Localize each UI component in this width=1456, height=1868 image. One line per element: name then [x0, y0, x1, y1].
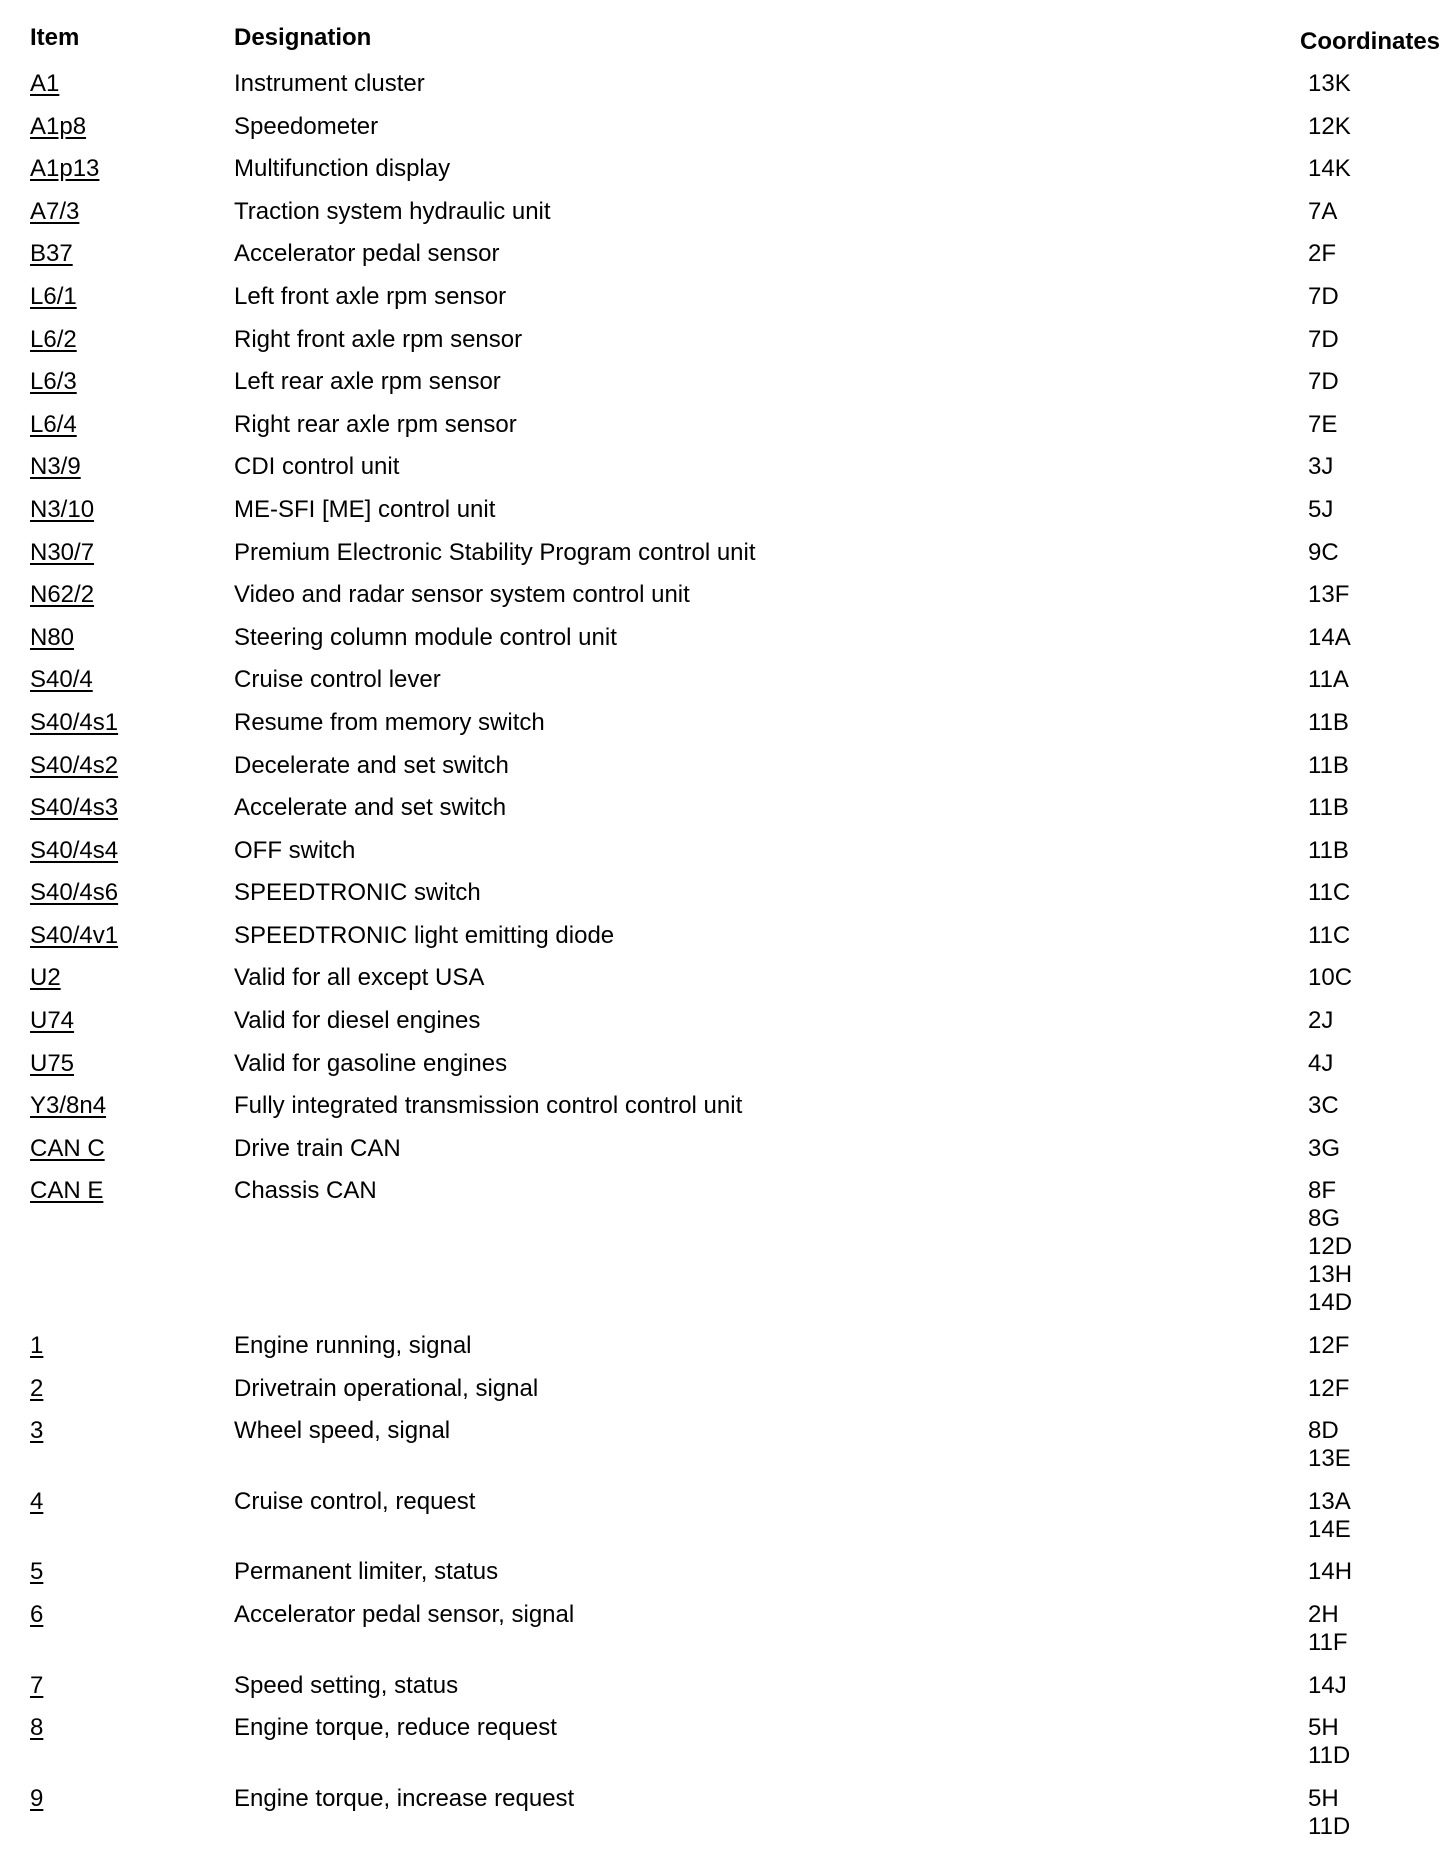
coordinate-value: 12F: [1308, 1332, 1350, 1360]
item-link[interactable]: U74: [30, 1007, 75, 1035]
item-link[interactable]: S40/4: [30, 666, 93, 694]
coordinate-value: 11B: [1308, 751, 1349, 779]
coordinates-cell: [1308, 752, 1349, 780]
table-row: [30, 1417, 1448, 1488]
coordinates-cell: [1308, 879, 1350, 907]
designation-text: OFF switch: [234, 836, 356, 864]
designation-text: Right front axle rpm sensor: [234, 325, 523, 353]
coordinate-value: 14J: [1308, 1671, 1347, 1699]
table-row: [30, 752, 1448, 795]
item-link[interactable]: S40/4s6: [30, 879, 119, 907]
item-link[interactable]: N62/2: [30, 581, 95, 609]
table-row: [30, 1332, 1448, 1375]
designation-text: Traction system hydraulic unit: [234, 197, 551, 225]
table-row: [30, 1601, 1448, 1672]
coordinates-cell: [1308, 1714, 1350, 1770]
coordinate-value: 14K: [1308, 155, 1351, 183]
table-row: [30, 1714, 1448, 1785]
table-row: [30, 368, 1448, 411]
coordinates-cell: [1308, 1332, 1349, 1360]
item-link[interactable]: N3/10: [30, 495, 95, 523]
coordinates-cell: [1308, 709, 1349, 737]
item-link[interactable]: L6/2: [30, 325, 77, 353]
item-link[interactable]: 7: [30, 1671, 44, 1699]
designation-text: Accelerate and set switch: [234, 794, 507, 822]
item-link[interactable]: L6/4: [30, 410, 77, 438]
designation-text: SPEEDTRONIC light emitting diode: [234, 921, 615, 949]
coordinates-cell: [1308, 539, 1339, 567]
item-link[interactable]: 4: [30, 1487, 44, 1515]
coordinate-value: 7E: [1308, 410, 1338, 438]
designation-text: Right rear axle rpm sensor: [234, 410, 517, 438]
designation-text: Chassis CAN: [234, 1177, 377, 1205]
coordinates-cell: [1308, 666, 1349, 694]
coordinate-value: 8D: [1308, 1417, 1339, 1445]
item-link[interactable]: S40/4s4: [30, 836, 119, 864]
item-link[interactable]: B37: [30, 240, 73, 268]
designation-text: Engine running, signal: [234, 1332, 472, 1360]
table-row: [30, 709, 1448, 752]
designation-text: Drivetrain operational, signal: [234, 1374, 539, 1402]
table-row: [30, 581, 1448, 624]
table-row: [30, 1092, 1448, 1135]
coordinates-cell: [1308, 113, 1351, 141]
designation-text: Video and radar sensor system control unit: [234, 581, 690, 609]
coordinates-cell: [1308, 1601, 1348, 1657]
coordinate-value: 14H: [1308, 1558, 1353, 1586]
coordinate-value: 13H: [1308, 1261, 1353, 1289]
designation-text: SPEEDTRONIC switch: [234, 879, 481, 907]
coordinate-value: 13K: [1308, 70, 1351, 97]
designation-text: ME-SFI [ME] control unit: [234, 495, 496, 523]
item-link[interactable]: L6/1: [30, 282, 77, 310]
item-link[interactable]: 6: [30, 1601, 44, 1628]
coordinate-value: 7D: [1308, 282, 1339, 310]
coordinate-value: 14A: [1308, 623, 1351, 651]
designation-text: Left front axle rpm sensor: [234, 282, 507, 310]
coordinates-cell: [1308, 1785, 1350, 1841]
coordinates-cell: [1308, 624, 1351, 652]
coordinate-value: 9C: [1308, 538, 1339, 566]
designation-text: Drive train CAN: [234, 1134, 401, 1162]
coordinate-value: 10C: [1308, 964, 1353, 992]
designation-text: Accelerator pedal sensor: [234, 240, 500, 268]
coordinates-cell: [1308, 1672, 1347, 1700]
table-row: [30, 624, 1448, 667]
coordinate-value: 11B: [1308, 708, 1349, 736]
designation-text: Accelerator pedal sensor, signal: [234, 1601, 575, 1628]
table-row: [30, 1785, 1448, 1856]
coordinate-value: 14D: [1308, 1289, 1353, 1317]
item-link[interactable]: 5: [30, 1558, 44, 1586]
designation-text: Resume from memory switch: [234, 708, 545, 736]
item-link[interactable]: L6/3: [30, 368, 77, 396]
table-row: [30, 666, 1448, 709]
item-link[interactable]: A1p13: [30, 155, 100, 183]
coordinates-cell: [1308, 581, 1349, 609]
table-row: [30, 1375, 1448, 1418]
coordinates-cell: [1308, 453, 1333, 481]
designation-text: Valid for gasoline engines: [234, 1049, 508, 1077]
coordinates-cell: [1308, 240, 1336, 268]
coordinate-value: 3J: [1308, 453, 1334, 481]
coordinates-cell: [1308, 1558, 1352, 1586]
table-row: [30, 496, 1448, 539]
coordinates-cell: [1308, 964, 1352, 992]
designation-text: Speed setting, status: [234, 1671, 459, 1699]
coordinates-cell: [1308, 155, 1351, 183]
coordinates-cell: [1308, 283, 1339, 311]
coordinate-value: 12D: [1308, 1233, 1353, 1261]
coordinates-cell: [1308, 1177, 1352, 1317]
coordinate-value: 5J: [1308, 495, 1334, 523]
coordinate-value: 11A: [1308, 666, 1349, 694]
coordinate-value: 11C: [1308, 921, 1351, 949]
coordinates-cell: [1308, 922, 1350, 950]
column-header-coordinates: Coordinates: [1300, 28, 1441, 55]
coordinate-value: 13F: [1308, 581, 1350, 609]
designation-text: Engine torque, increase request: [234, 1784, 575, 1812]
coordinate-value: 11C: [1308, 879, 1351, 907]
item-link[interactable]: 9: [30, 1784, 44, 1812]
coordinates-cell: [1308, 496, 1333, 524]
designation-text: Cruise control lever: [234, 666, 441, 694]
designation-text: Valid for all except USA: [234, 964, 485, 992]
designation-text: Premium Electronic Stability Program control unit: [234, 538, 756, 566]
designation-text: Left rear axle rpm sensor: [234, 368, 501, 396]
legend-table: [30, 24, 1448, 1855]
designation-text: Fully integrated transmission control control unit: [234, 1092, 743, 1120]
coordinate-value: 12K: [1308, 112, 1351, 140]
table-row: [30, 113, 1448, 156]
coordinate-value: 11F: [1308, 1629, 1348, 1656]
coordinates-cell: [1308, 1007, 1333, 1035]
item-link[interactable]: 8: [30, 1714, 44, 1742]
table-row: [30, 539, 1448, 582]
coordinate-value: 11B: [1308, 794, 1349, 822]
coordinates-cell: [1308, 1135, 1340, 1163]
column-header-designation: Designation: [234, 24, 372, 51]
coordinate-value: 14E: [1308, 1515, 1351, 1543]
designation-text: Instrument cluster: [234, 70, 425, 97]
coordinates-cell: [1308, 70, 1351, 98]
coordinate-value: 8F: [1308, 1177, 1337, 1205]
designation-text: Decelerate and set switch: [234, 751, 509, 779]
designation-text: CDI control unit: [234, 453, 400, 481]
item-link[interactable]: U2: [30, 964, 61, 992]
item-link[interactable]: N3/9: [30, 453, 81, 481]
coordinates-cell: [1308, 837, 1349, 865]
table-row: [30, 1488, 1448, 1559]
coordinates-cell: [1308, 326, 1339, 354]
table-row: [30, 155, 1448, 198]
table-body: [30, 70, 1448, 1855]
item-link[interactable]: S40/4s2: [30, 751, 119, 779]
table-row: [30, 922, 1448, 965]
table-row: [30, 1135, 1448, 1178]
coordinate-value: 2J: [1308, 1007, 1334, 1035]
coordinate-value: 7A: [1308, 197, 1338, 225]
coordinates-cell: [1308, 1488, 1351, 1544]
designation-text: Engine torque, reduce request: [234, 1714, 557, 1742]
coordinate-value: 12F: [1308, 1374, 1350, 1402]
coordinates-cell: [1308, 198, 1337, 226]
coordinate-value: 11D: [1308, 1742, 1351, 1770]
item-link[interactable]: S40/4s1: [30, 708, 119, 736]
table-row: [30, 70, 1448, 113]
designation-text: Permanent limiter, status: [234, 1558, 499, 1586]
coordinate-value: 5H: [1308, 1714, 1339, 1742]
table-row: [30, 794, 1448, 837]
designation-text: Cruise control, request: [234, 1487, 476, 1515]
coordinate-value: 2H: [1308, 1601, 1339, 1628]
coordinates-cell: [1308, 1050, 1333, 1078]
designation-text: Multifunction display: [234, 155, 451, 183]
table-row: [30, 1558, 1448, 1601]
item-link[interactable]: CAN E: [30, 1177, 104, 1205]
coordinate-value: 7D: [1308, 325, 1339, 353]
table-row: [30, 453, 1448, 496]
coordinate-value: 11B: [1308, 836, 1349, 864]
item-link[interactable]: CAN C: [30, 1134, 105, 1162]
item-link[interactable]: N30/7: [30, 538, 95, 566]
table-row: [30, 1177, 1448, 1332]
coordinate-value: 5H: [1308, 1784, 1339, 1812]
table-row: [30, 240, 1448, 283]
table-row: [30, 1050, 1448, 1093]
designation-text: Wheel speed, signal: [234, 1417, 451, 1445]
coordinates-cell: [1308, 1417, 1351, 1473]
coordinate-value: 11D: [1308, 1812, 1351, 1840]
item-link[interactable]: 2: [30, 1374, 44, 1402]
item-link[interactable]: 1: [30, 1332, 44, 1360]
item-link[interactable]: Y3/8n4: [30, 1092, 107, 1120]
table-row: [30, 411, 1448, 454]
coordinate-value: 2F: [1308, 240, 1337, 268]
coordinates-cell: [1308, 1092, 1339, 1120]
item-link[interactable]: A7/3: [30, 197, 80, 225]
table-row: [30, 879, 1448, 922]
item-link[interactable]: N80: [30, 623, 75, 651]
item-link[interactable]: A1: [30, 70, 60, 97]
item-link[interactable]: 3: [30, 1417, 44, 1445]
coordinate-value: 4J: [1308, 1049, 1334, 1077]
coordinates-cell: [1308, 411, 1337, 439]
item-link[interactable]: A1p8: [30, 112, 87, 140]
item-link[interactable]: U75: [30, 1049, 75, 1077]
coordinates-cell: [1308, 794, 1349, 822]
coordinate-value: 3C: [1308, 1092, 1339, 1120]
coordinate-value: 8G: [1308, 1205, 1341, 1233]
coordinate-value: 13E: [1308, 1445, 1351, 1473]
column-header-item: Item: [30, 24, 80, 51]
designation-text: Valid for diesel engines: [234, 1007, 481, 1035]
table-row: [30, 1007, 1448, 1050]
item-link[interactable]: S40/4v1: [30, 921, 119, 949]
table-row: [30, 964, 1448, 1007]
item-link[interactable]: S40/4s3: [30, 794, 119, 822]
designation-text: Speedometer: [234, 112, 379, 140]
table-row: [30, 198, 1448, 241]
coordinate-value: 3G: [1308, 1134, 1341, 1162]
table-row: [30, 283, 1448, 326]
table-row: [30, 326, 1448, 369]
coordinates-cell: [1308, 368, 1339, 396]
table-row: [30, 837, 1448, 880]
table-row: [30, 1672, 1448, 1715]
coordinate-value: 13A: [1308, 1487, 1351, 1515]
coordinate-value: 7D: [1308, 368, 1339, 396]
coordinates-cell: [1308, 1375, 1349, 1403]
designation-text: Steering column module control unit: [234, 623, 617, 651]
table-header: [30, 24, 1448, 70]
